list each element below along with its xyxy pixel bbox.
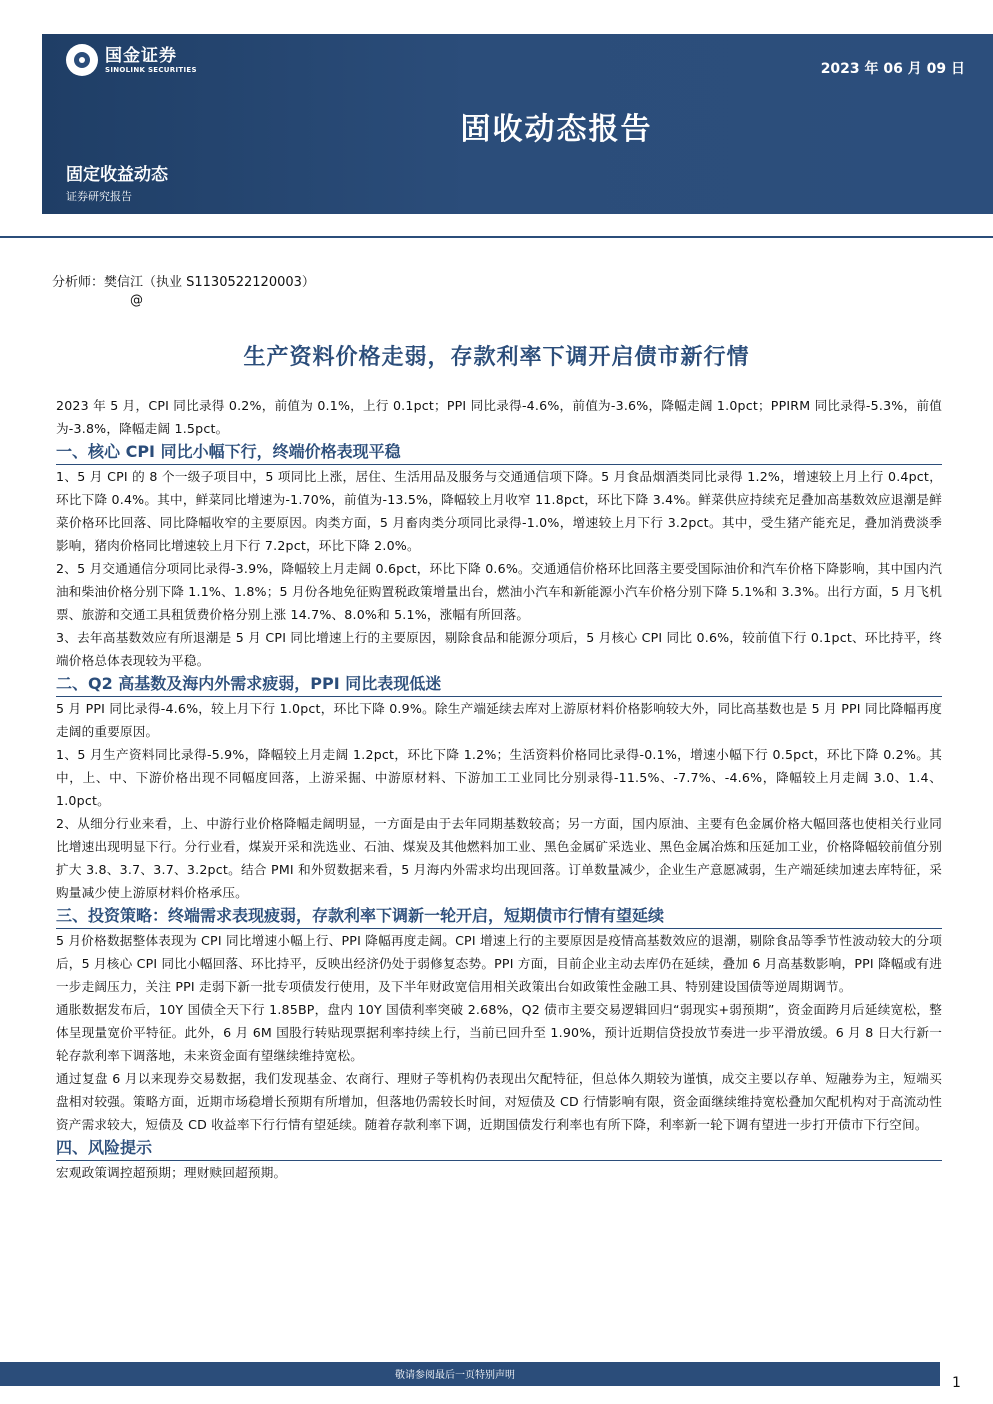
- section-3-paragraph-1: 5 月价格数据整体表现为 CPI 同比增速小幅上行、PPI 降幅再度走阔。CPI 增速上行的主要原因是疫情高基数效应的退潮，剔除食品等季节性波动较大的分项后，5 月核心 CPI 同比小幅回落、环比持平，反映出经济仍处于弱修复态势。PPI 方面，目前企业主动去库仍在延续，叠加 6 月高基数影响，PPI 降幅或有进一步走阔压力，关注 PPI 走弱下新一批专项债发行使用，及下半年财政宽信用相关政策出台如政策性金融工具、特别建设国债等逆周期调节。: [56, 933, 942, 994]
- report-type: 固收动态报告: [460, 112, 653, 147]
- analyst-email: @: [130, 293, 143, 308]
- section-3-paragraph-2: 通胀数据发布后，10Y 国债全天下行 1.85BP，盘内 10Y 国债利率突破 2.68%，Q2 债市主要交易逻辑回归“弱现实+弱预期”，资金面跨月后延续宽松，整体呈现量宽价平特征。此外，6 月 6M 国股行转贴现票据利率持续上行，当前已回升至 1.90%，预计近期信贷投放节奏进一步平滑放缓。6 月 8 日大行新一轮存款利率下调落地，未来资金面有望继续维持宽松。: [56, 1002, 942, 1063]
- analyst-info: [52, 274, 315, 310]
- intro-paragraph: 2023 年 5 月，CPI 同比录得 0.2%，前值为 0.1%，上行 0.1pct；PPI 同比录得-4.6%，前值为-3.6%，降幅走阔 1.0pct；PPIRM 同比录得-5.3%，前值为-3.8%，降幅走阔 1.5pct。: [56, 398, 942, 436]
- report-category: 固定收益动态: [66, 165, 168, 185]
- section-1-heading: 一、核心 CPI 同比小幅下行，终端价格表现平稳: [56, 440, 942, 465]
- section-2-paragraph-2: 1、5 月生产资料同比录得-5.9%，降幅较上月走阔 1.2pct，环比下降 1.2%；生活资料价格同比录得-0.1%，增速小幅下行 0.5pct，环比下降 0.2%。其中，上、中、下游价格出现不同幅度回落，上游采掘、中游原材料、下游加工工业同比分别录得-11.5%、-7.7%、-4.6%，降幅较上月走阔 3.0、1.4、1.0pct。: [56, 747, 942, 808]
- section-2-heading: 二、Q2 高基数及海内外需求疲弱，PPI 同比表现低迷: [56, 672, 942, 697]
- section-4-paragraph-1: 宏观政策调控超预期；理财赎回超预期。: [56, 1165, 287, 1180]
- logo-name-en: SINOLINK SECURITIES: [105, 65, 197, 74]
- analyst-line: 分析师：樊信江（执业 S1130522120003）: [52, 275, 315, 290]
- section-2-paragraph-3: 2、从细分行业来看，上、中游行业价格降幅走阔明显，一方面是由于去年同期基数较高；另一方面，国内原油、主要有色金属价格大幅回落也使相关行业同比增速出现明显下行。分行业看，煤炭开采和洗选业、石油、煤炭及其他燃料加工业、黑色金属矿采选业、黑色金属冶炼和压延加工业，价格降幅较前值分别扩大 3.8、3.7、3.7、3.2pct。结合 PMI 和外贸数据来看，5 月海内外需求均出现回落。订单数量减少，企业生产意愿减弱，生产端延续加速去库特征，采购量减少使上游原材料价格承压。: [56, 816, 942, 900]
- report-body: [56, 394, 942, 1184]
- section-3-heading: 三、投资策略：终端需求表现疲弱，存款利率下调新一轮开启，短期债市行情有望延续: [56, 904, 942, 929]
- section-4-heading: 四、风险提示: [56, 1136, 942, 1161]
- section-2-paragraph-1: 5 月 PPI 同比录得-4.6%，较上月下行 1.0pct，环比下降 0.9%。除生产端延续去库对上游原材料价格影响较大外，同比高基数也是 5 月 PPI 同比降幅再度走阔的重要原因。: [56, 701, 942, 739]
- section-1-paragraph-1: 1、5 月 CPI 的 8 个一级子项目中，5 项同比上涨，居住、生活用品及服务与交通通信项下降。5 月食品烟酒类同比录得 1.2%，增速较上月上行 0.4pct，环比下降 0.4%。其中，鲜菜同比增速为-1.70%，前值为-13.5%，降幅较上月收窄 11.8pct，环比下降 3.4%。鲜菜供应持续充足叠加高基数效应退潮是鲜菜价格环比回落、同比降幅收窄的主要原因。肉类方面，5 月畜肉类分项同比录得-1.0%，增速较上月下行 3.2pct。其中，受生猪产能充足，叠加消费淡季影响，猪肉价格同比增速较上月下行 7.2pct，环比下降 2.0%。: [56, 469, 942, 553]
- header-divider: [0, 236, 993, 238]
- page-number: 1: [952, 1375, 961, 1391]
- section-1-paragraph-2: 2、5 月交通通信分项同比录得-3.9%，降幅较上月走阔 0.6pct，环比下降 0.6%。交通通信价格环比回落主要受国际油价和汽车价格下降影响，其中国内汽油和柴油价格分别下降 1.1%、1.8%；5 月份各地免征购置税政策增量出台，燃油小汽车和新能源小汽车价格分别下降 5.1%和 3.3%。出行方面，5 月飞机票、旅游和交通工具租赁费价格分别上涨 14.7%、8.0%和 5.1%，涨幅有所回落。: [56, 561, 942, 622]
- footer-disclaimer: 敬请参阅最后一页特别声明: [395, 1370, 515, 1381]
- report-date: 2023 年 06 月 09 日: [820, 61, 965, 77]
- report-subcategory: 证券研究报告: [66, 190, 132, 203]
- company-logo: [66, 44, 197, 76]
- section-3-paragraph-3: 通过复盘 6 月以来现券交易数据，我们发现基金、农商行、理财子等机构仍表现出欠配特征，但总体久期较为谨慎，成交主要以存单、短融券为主，短端买盘相对较强。策略方面，近期市场稳增长预期有所增加，但落地仍需较长时间，对短债及 CD 行情影响有限，资金面继续维持宽松叠加欠配机构对于高流动性资产需求较大，短债及 CD 收益率下行行情有望延续。随着存款利率下调，近期国债发行利率也有所下降，利率新一轮下调有望进一步打开债市下行空间。: [56, 1071, 942, 1132]
- logo-text: [105, 46, 197, 75]
- logo-circle-icon: [66, 44, 98, 76]
- section-1-paragraph-3: 3、去年高基数效应有所退潮是 5 月 CPI 同比增速上行的主要原因，剔除食品和能源分项后，5 月核心 CPI 同比 0.6%，较前值下行 0.1pct、环比持平，终端价格总体表现较为平稳。: [56, 630, 942, 668]
- report-title: 生产资料价格走弱，存款利率下调开启债市新行情: [243, 345, 750, 370]
- logo-name-cn: 国金证券: [105, 45, 177, 66]
